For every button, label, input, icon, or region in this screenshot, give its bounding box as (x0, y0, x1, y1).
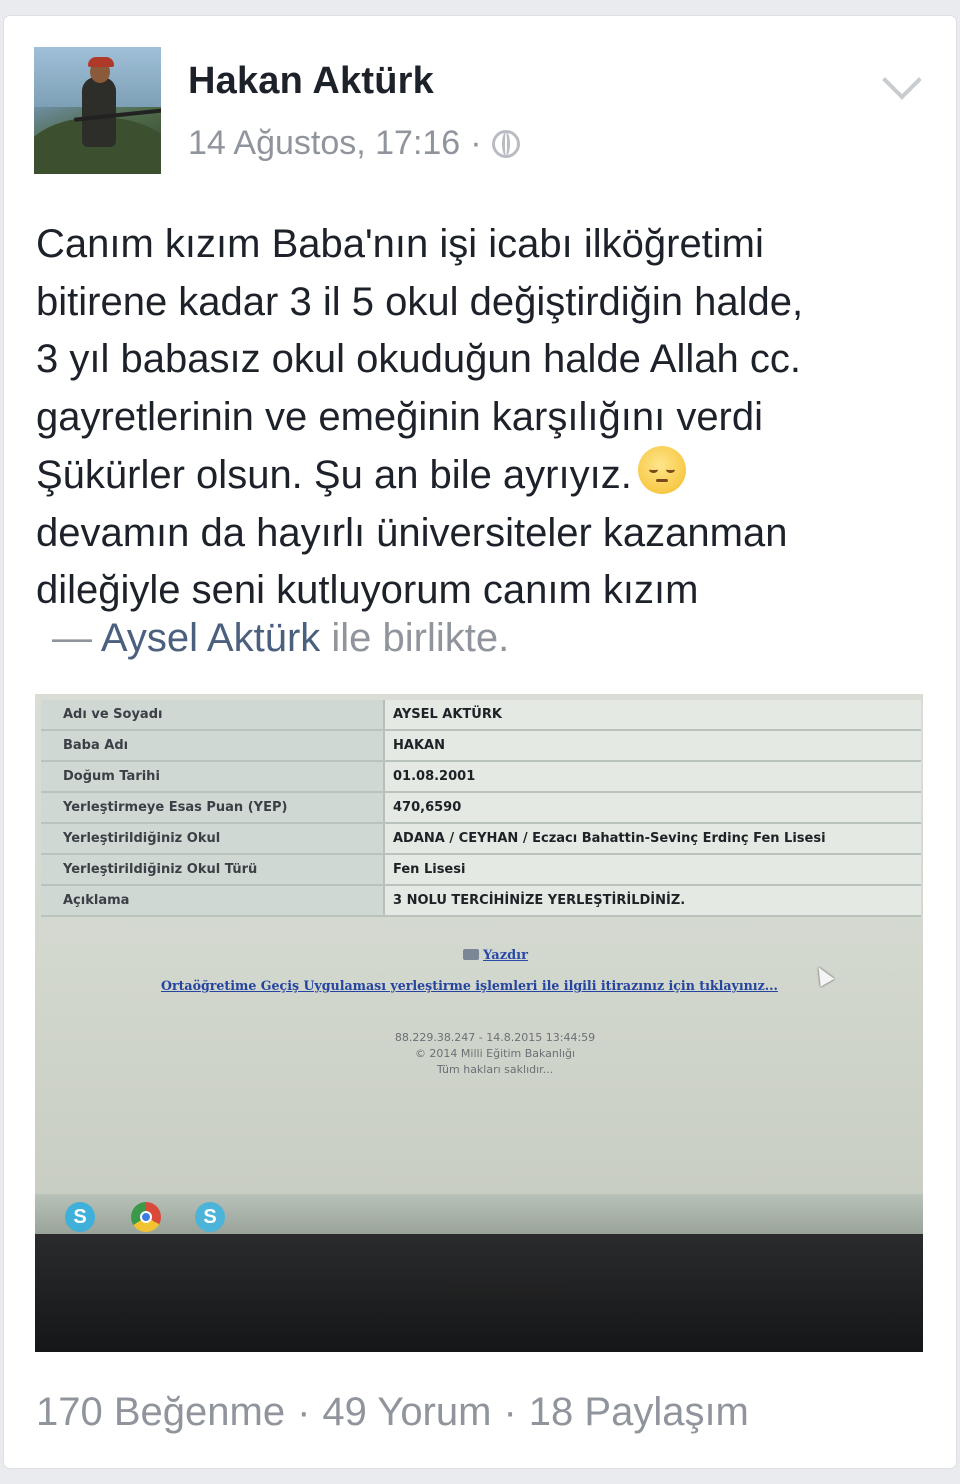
print-link (463, 948, 528, 963)
post-meta (188, 124, 520, 163)
mouse-cursor-icon (812, 963, 835, 987)
author-name[interactable]: Hakan Aktürk (188, 60, 434, 102)
avatar-cap (88, 57, 114, 67)
printer-icon (463, 949, 479, 960)
tagged-person-link[interactable]: Aysel Aktürk (100, 616, 321, 660)
post-line: devamın da hayırlı üniversiteler kazanman (36, 510, 788, 555)
table-row (41, 823, 921, 854)
chrome-icon (131, 1202, 161, 1232)
post-line: bitirene kadar 3 il 5 okul değiştirdiğin halde, (36, 279, 804, 324)
shares-count[interactable]: 18 Paylaşım (528, 1390, 749, 1434)
row-label: Yerleştirildiğiniz Okul (41, 823, 384, 854)
skype-icon: S (65, 1202, 95, 1232)
row-label: Doğum Tarihi (41, 761, 384, 792)
tag-suffix: ile birlikte. (320, 616, 510, 660)
avatar-person (82, 77, 116, 147)
objection-link: Ortaöğretime Geçiş Uygulaması yerleştirme işlemleri ile ilgili itirazınız için tıklayınız... (161, 978, 778, 993)
windows-taskbar (35, 1194, 923, 1234)
table-row (41, 761, 921, 792)
table-row (41, 885, 921, 916)
stats-separator: · (503, 1390, 517, 1434)
row-label: Baba Adı (41, 730, 384, 761)
table-row (41, 854, 921, 885)
author-avatar[interactable] (34, 47, 161, 174)
placement-result-table (41, 700, 921, 917)
table-row (41, 730, 921, 761)
comments-count[interactable]: 49 Yorum (322, 1390, 492, 1434)
row-value: 3 NOLU TERCİHİNİZE YERLEŞTİRİLDİNİZ. (384, 885, 921, 916)
monitor-bezel (35, 1234, 923, 1352)
row-value: HAKAN (384, 730, 921, 761)
stats-separator: · (297, 1390, 311, 1434)
screen-footer (365, 1030, 625, 1078)
row-label: Açıklama (41, 885, 384, 916)
print-link-label: Yazdır (483, 948, 528, 963)
row-value: 470,6590 (384, 792, 921, 823)
row-value: Fen Lisesi (384, 854, 921, 885)
likes-count[interactable]: 170 Beğenme (36, 1390, 286, 1434)
pensive-face-icon (638, 446, 686, 494)
row-value: 01.08.2001 (384, 761, 921, 792)
monitor-logo (445, 1284, 565, 1296)
footer-line: © 2014 Milli Eğitim Bakanlığı (414, 1047, 576, 1060)
tag-prefix: — (52, 616, 101, 660)
globe-icon[interactable] (492, 130, 520, 158)
tag-line (52, 616, 509, 661)
post-line-with-emoji (36, 446, 916, 505)
post-line: Canım kızım Baba'nın işi icabı ilköğretimi (36, 222, 764, 266)
footer-line: Tüm hakları saklıdır... (436, 1063, 554, 1076)
post-line: gayretlerinin ve emeğinin karşılığını verdi (36, 394, 764, 439)
row-value: ADANA / CEYHAN / Eczacı Bahattin-Sevinç Erdinç Fen Lisesi (384, 823, 921, 854)
footer-line: 88.229.38.247 - 14.8.2015 13:44:59 (394, 1031, 596, 1044)
table-row (41, 700, 921, 730)
row-label: Yerleştirildiğiniz Okul Türü (41, 854, 384, 885)
post-line: dileğiyle seni kutluyorum canım kızım (36, 568, 699, 612)
table-row (41, 792, 921, 823)
skype-icon: S (195, 1202, 225, 1232)
post-line: Şükürler olsun. Şu an bile ayrıyız. (36, 453, 632, 497)
meta-separator: · (470, 124, 482, 162)
post-line: 3 yıl babasız okul okuduğun halde Allah cc. (36, 337, 801, 381)
row-label: Adı ve Soyadı (41, 700, 384, 730)
row-value: AYSEL AKTÜRK (384, 700, 921, 730)
post-text (36, 216, 916, 620)
post-photo[interactable] (35, 694, 923, 1352)
row-label: Yerleştirmeye Esas Puan (YEP) (41, 792, 384, 823)
post-timestamp[interactable]: 14 Ağustos, 17:16 (188, 124, 461, 162)
post-stats (36, 1390, 749, 1435)
